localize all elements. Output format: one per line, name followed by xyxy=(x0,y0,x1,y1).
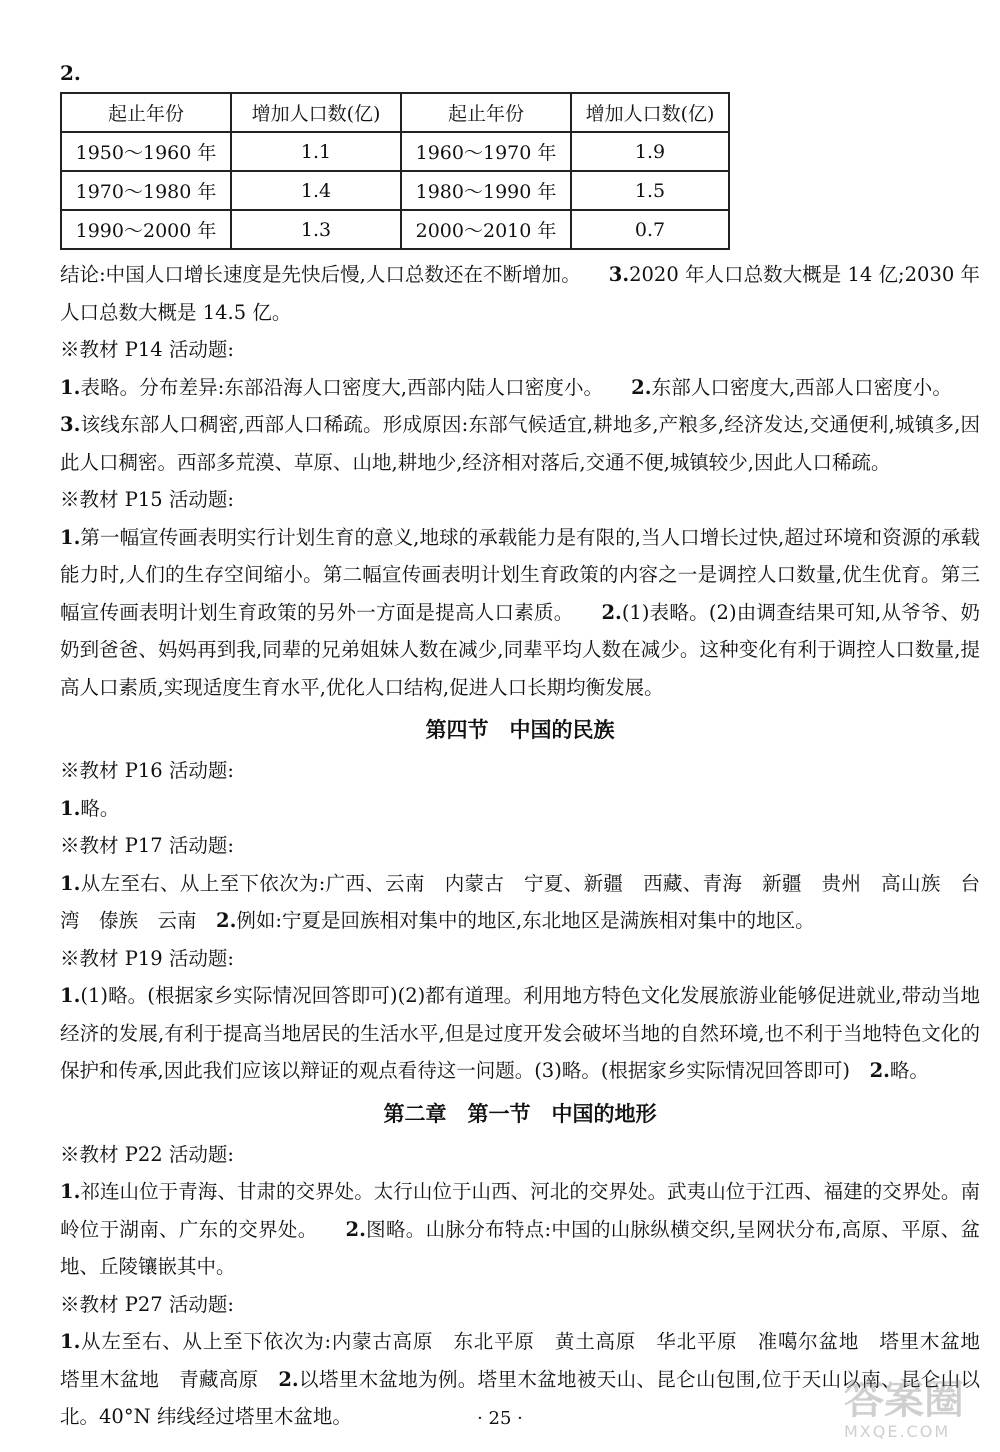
p27-heading: ※教材 P27 活动题: xyxy=(60,1292,234,1316)
answer-number: 3. xyxy=(60,413,81,436)
table-cell: 2000～2010 年 xyxy=(401,210,571,249)
table-cell: 1970～1980 年 xyxy=(61,171,231,210)
answer-text: (1)表略。(2)由调查结果可知,从爷爷、奶奶到爸爸、妈妈再到我,同辈的兄弟姐妹人数在减少,同辈平均人数在减少。这种变化有利于调控人口数量,提高人口素质,实现适度生育水平,优化人口结构,促进人口长期均衡发展。 xyxy=(60,600,980,699)
p15-answer xyxy=(60,519,980,707)
answer-text: 祁连山位于青海、甘肃的交界处。太行山位于山西、河北的交界处。武夷山位于江西、福建的交界处。南岭位于湖南、广东的交界处。 xyxy=(60,1180,980,1241)
table-header: 增加人口数(亿) xyxy=(231,93,401,132)
answer-number: 1. xyxy=(60,375,81,399)
table-row xyxy=(61,132,729,171)
table-cell: 1950～1960 年 xyxy=(61,132,231,171)
p19-answer xyxy=(60,977,980,1090)
answer-number: 2. xyxy=(869,1059,890,1082)
p22-answer xyxy=(60,1173,980,1286)
table-header: 增加人口数(亿) xyxy=(571,93,729,132)
table-cell: 1980～1990 年 xyxy=(401,171,571,210)
answer-number: 1. xyxy=(60,984,81,1007)
section-title-ethnic-groups: 第四节 中国的民族 xyxy=(425,718,615,742)
chapter-title-terrain: 第二章 第一节 中国的地形 xyxy=(383,1101,657,1126)
table-header: 起止年份 xyxy=(401,93,571,132)
conclusion-text: 结论:中国人口增长速度是先快后慢,人口总数还在不断增加。 xyxy=(60,263,581,286)
p19-heading: ※教材 P19 活动题: xyxy=(60,946,234,970)
answer-text: 该线东部人口稠密,西部人口稀疏。形成原因:东部气候适宜,耕地多,产粮多,经济发达,交通便利,城镇多,因此人口稠密。西部多荒漠、草原、山地,耕地少,经济相对落后,交通不便,城镇较少,因此人口稀疏。 xyxy=(60,413,980,474)
answer-text: 从左至右、从上至下依次为:内蒙古高原 东北平原 黄土高原 华北平原 准噶尔盆地 塔里木盆地 塔里木盆地 青藏高原 xyxy=(60,1330,1000,1391)
answer-text: 略。 xyxy=(889,1059,929,1082)
q2-conclusion-paragraph xyxy=(60,256,980,331)
answer-number: 1. xyxy=(60,525,81,549)
p14-heading: ※教材 P14 活动题: xyxy=(60,338,234,361)
watermark-text: 答案圈 xyxy=(844,1377,964,1423)
p17-answer xyxy=(60,865,980,940)
table-cell: 1.9 xyxy=(571,132,729,171)
population-table xyxy=(60,92,730,250)
p15-heading: ※教材 P15 活动题: xyxy=(60,488,234,511)
table-cell: 1.5 xyxy=(571,171,729,210)
answer-number: 1. xyxy=(60,1180,81,1203)
table-row xyxy=(61,171,729,210)
answer-text: 第一幅宣传画表明实行计划生育的意义,地球的承载能力是有限的,当人口增长过快,超过环境和资源的承载能力时,人们的生存空间缩小。第二幅宣传画表明计划生育政策的内容之一是调控人口数量,优生优育。第三幅宣传画表明计划生育政策的另外一方面是提高人口素质。 xyxy=(60,525,980,624)
question-3-number: 3. xyxy=(608,263,630,286)
answer-text: 以塔里木盆地为例。塔里木盆地被天山、昆仑山包围,位于天山以南、昆仑山以北。40°N 纬线经过塔里木盆地。 xyxy=(60,1367,980,1428)
p16-heading: ※教材 P16 活动题: xyxy=(60,759,234,782)
p16-answer xyxy=(60,790,980,828)
answer-text: 表略。分布差异:东部沿海人口密度大,西部内陆人口密度小。 xyxy=(80,375,604,399)
answer-number: 2. xyxy=(601,600,622,624)
answer-text: 略。 xyxy=(80,796,120,820)
table-cell: 1.1 xyxy=(231,132,401,171)
table-cell: 0.7 xyxy=(571,210,729,249)
table-cell: 1.3 xyxy=(231,210,401,249)
answer-number: 1. xyxy=(60,1330,81,1353)
answer-text: (1)略。(根据家乡实际情况回答即可)(2)都有道理。利用地方特色文化发展旅游业能够促进就业,带动当地经济的发展,有利于提高当地居民的生活水平,但是过度开发会破坏当地的自然环境,也不利于当地特色文化的保护和传承,因此我们应该以辩证的观点看待这一问题。(3)略。(根据家乡实际情况回答即可) xyxy=(60,984,980,1082)
answer-text: 图略。山脉分布特点:中国的山脉纵横交织,呈网状分布,高原、平原、盆地、丘陵镶嵌其中。 xyxy=(60,1217,980,1278)
table-cell: 1960～1970 年 xyxy=(401,132,571,171)
answer-number: 2. xyxy=(216,909,237,932)
p22-heading: ※教材 P22 活动题: xyxy=(60,1142,234,1166)
table-header: 起止年份 xyxy=(61,93,231,132)
question-3-answer: 2020 年人口总数大概是 14 亿;2030 年人口总数大概是 14.5 亿。 xyxy=(60,263,980,324)
answer-number: 2. xyxy=(345,1217,366,1241)
question-2-number: 2. xyxy=(60,61,81,85)
answer-text: 东部人口密度大,西部人口密度小。 xyxy=(651,375,952,399)
answer-text: 从左至右、从上至下依次为:广西、云南 内蒙古 宁夏、新疆 西藏、青海 新疆 贵州 高山族 台湾 傣族 云南 xyxy=(60,871,980,932)
answer-text: 例如:宁夏是回族相对集中的地区,东北地区是满族相对集中的地区。 xyxy=(236,909,815,932)
answer-number: 1. xyxy=(60,871,81,895)
page-number: · 25 · xyxy=(477,1408,523,1429)
answer-number: 2. xyxy=(631,375,652,399)
table-cell: 1.4 xyxy=(231,171,401,210)
table-row xyxy=(61,210,729,249)
watermark-url: MXQE.COM xyxy=(844,1422,951,1441)
table-header-row xyxy=(61,93,729,132)
p14-answer xyxy=(60,369,980,482)
answer-number: 1. xyxy=(60,796,81,820)
table-cell: 1990～2000 年 xyxy=(61,210,231,249)
answer-page xyxy=(60,58,1000,1436)
answer-number: 2. xyxy=(278,1367,299,1391)
watermark-logo xyxy=(844,1378,994,1448)
p17-heading: ※教材 P17 活动题: xyxy=(60,834,234,857)
